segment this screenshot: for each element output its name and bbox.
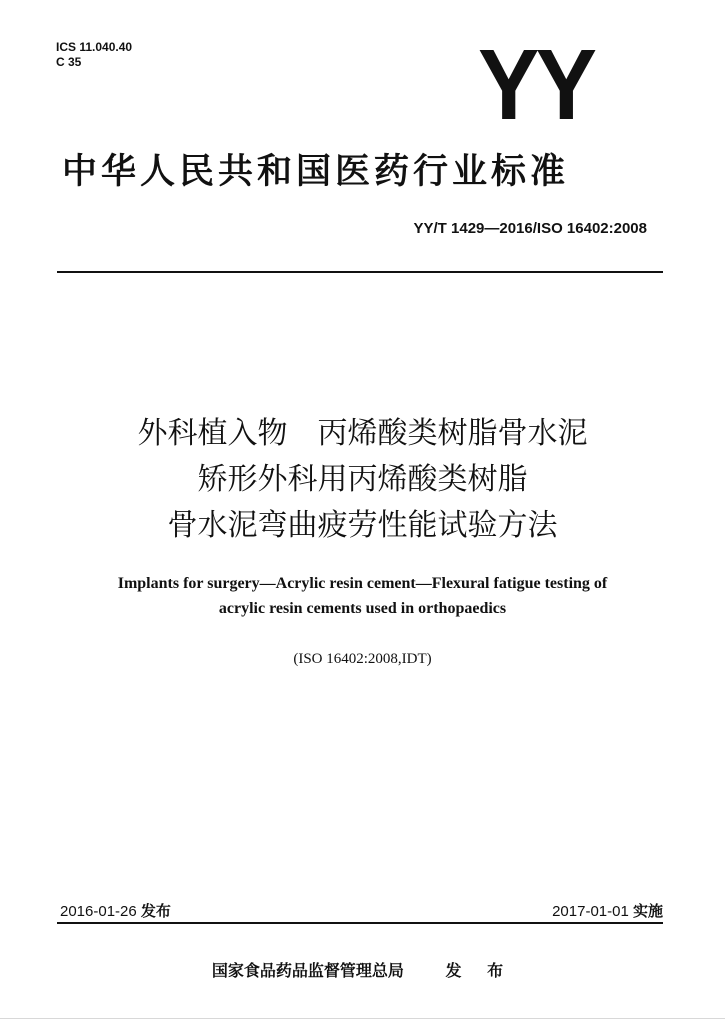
bottom-divider bbox=[57, 922, 663, 924]
publish-label: 发布 bbox=[140, 902, 171, 920]
cn-title-line-2: 矫形外科用丙烯酸类树脂 bbox=[197, 462, 528, 497]
page-edge bbox=[0, 1018, 725, 1019]
standard-authority-title: 中华人民共和国医药行业标准 bbox=[62, 152, 570, 192]
issuer-block bbox=[0, 958, 725, 981]
en-title-line-1: Implants for surgery—Acrylic resin cement—Flexural fatigue testing of bbox=[117, 575, 608, 592]
effective-label: 实施 bbox=[632, 902, 663, 920]
effective-date: 2017-01-01 bbox=[552, 903, 629, 920]
standard-logo: YY bbox=[478, 29, 594, 141]
ics-code: ICS 11.040.40 bbox=[56, 40, 133, 54]
publish-date: 2016-01-26 bbox=[60, 903, 137, 920]
classification-codes bbox=[56, 40, 132, 70]
cn-title-line-3: 骨水泥弯曲疲劳性能试验方法 bbox=[167, 508, 558, 543]
en-title-line-2: acrylic resin cements used in orthopaedics bbox=[218, 600, 507, 617]
standard-code: YY/T 1429—2016/ISO 16402:2008 bbox=[413, 220, 647, 237]
issuer-name: 国家食品药品监督管理总局 bbox=[211, 961, 404, 980]
issuer-action: 发 布 bbox=[445, 961, 514, 980]
effective-date-block bbox=[552, 900, 663, 921]
ccs-code: C 35 bbox=[56, 55, 82, 69]
cn-title-line-1: 外科植入物 丙烯酸类树脂骨水泥 bbox=[137, 416, 588, 451]
iso-equivalence: (ISO 16402:2008,IDT) bbox=[293, 651, 432, 667]
publish-date-block bbox=[60, 900, 171, 921]
top-divider bbox=[57, 271, 663, 273]
